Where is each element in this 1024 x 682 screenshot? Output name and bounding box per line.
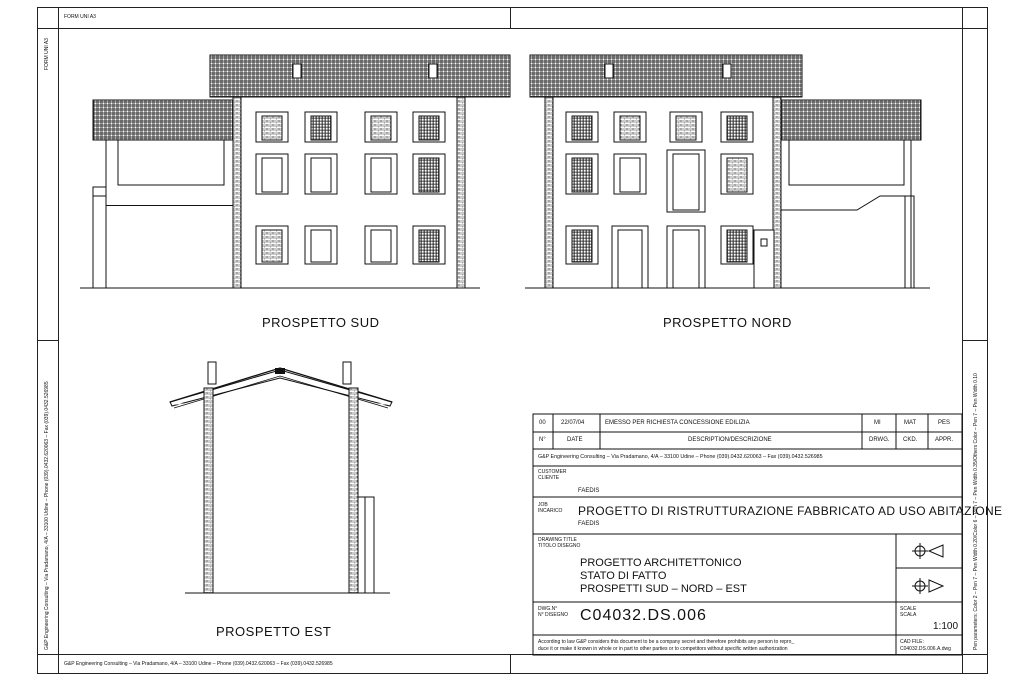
job-label-en: JOB <box>538 502 548 508</box>
dwg-number-label-it: N° DISEGNO <box>538 612 569 618</box>
rev-num: 00 <box>539 420 546 426</box>
customer-label-en: CUSTOMER <box>538 469 567 475</box>
rev-description: EMESSO PER RICHIESTA CONCESSIONE EDILIZIA <box>605 420 750 426</box>
label-prospetto-nord: PROSPETTO NORD <box>663 315 792 330</box>
rev-ckd: MAT <box>904 420 917 426</box>
label-prospetto-est: PROSPETTO EST <box>216 624 332 639</box>
hdr-num: N° <box>539 437 546 443</box>
drawing-title-line-3: PROSPETTI SUD – NORD – EST <box>580 583 747 595</box>
job-label-it: INCARICO <box>538 508 563 514</box>
form-top-label: FORM UNI A3 <box>64 14 96 20</box>
hdr-drwg: DRWG. <box>869 437 890 443</box>
legal-line-2: duce it or make it known in whole or in part to other parties or to competitors without specific written authorization <box>538 646 788 652</box>
cad-file-value: C04032.DS.006.A.dwg <box>900 646 951 652</box>
drawing-title-line-2: STATO DI FATTO <box>580 570 667 582</box>
dwg-number-label-en: DWG.N° <box>538 606 558 612</box>
company-side-line: G&P Engineering Consulting – Via Pradamano, 4/A – 33100 Udine – Phone (039).0432.620063 – Fax (039).0432.526985 <box>44 381 50 650</box>
job-subtitle: FAEDIS <box>578 521 600 527</box>
form-side-label: FORM UNI A3 <box>44 38 50 70</box>
drawing-title-label-it: TITOLO DISEGNO <box>538 543 581 549</box>
hdr-ckd: CKD. <box>903 437 918 443</box>
customer-label-it: CLIENTE <box>538 475 560 481</box>
rev-drwg: MI <box>874 420 881 426</box>
legal-line-1: According to law G&P considers this document to be a company secret and therefore prohibits any person to repro_ <box>538 639 795 645</box>
hdr-appr: APPR. <box>935 437 954 443</box>
rev-date: 22/07/04 <box>561 420 585 426</box>
rev-appr: PES <box>938 420 951 426</box>
drawing-title-line-1: PROGETTO ARCHITETTONICO <box>580 557 742 569</box>
scale-label-en: SCALE <box>900 606 917 612</box>
label-prospetto-sud: PROSPETTO SUD <box>262 315 380 330</box>
scale-value: 1:100 <box>933 621 959 632</box>
cad-file-label: CAD FILE: <box>900 639 924 645</box>
job-title: PROGETTO DI RISTRUTTURAZIONE FABBRICATO AD USO ABITAZIONE <box>578 504 1003 518</box>
dwg-number: C04032.DS.006 <box>580 607 707 624</box>
drawing-title-label-en: DRAWING TITLE <box>538 537 577 543</box>
elevation-nord <box>525 55 930 288</box>
elevation-est <box>170 362 392 593</box>
customer-value: FAEDIS <box>578 488 600 494</box>
title-block-company-line: G&P Engineering Consulting – Via Pradamano, 4/A – 33100 Udine – Phone (039).0432.620063 – Fax (039).0432.526985 <box>538 454 823 460</box>
scale-label-it: SCALA <box>900 612 917 618</box>
hdr-date: DATE <box>567 437 583 443</box>
hdr-description: DESCRIPTION/DESCRIZIONE <box>688 437 772 443</box>
elevation-sud <box>80 55 510 288</box>
pen-parameters: Pen parameters: Color 2 – Pen 7 – Pen Width 0.20/Color 6 – Pen 7 – Pen Width 0.35/Others Color – Pen 7 – Pen Width 0.10 <box>973 373 979 650</box>
company-bottom-line: G&P Engineering Consulting – Via Pradamano, 4/A – 33100 Udine – Phone (039).0432.620063 – Fax (039).0432.526985 <box>64 661 333 667</box>
